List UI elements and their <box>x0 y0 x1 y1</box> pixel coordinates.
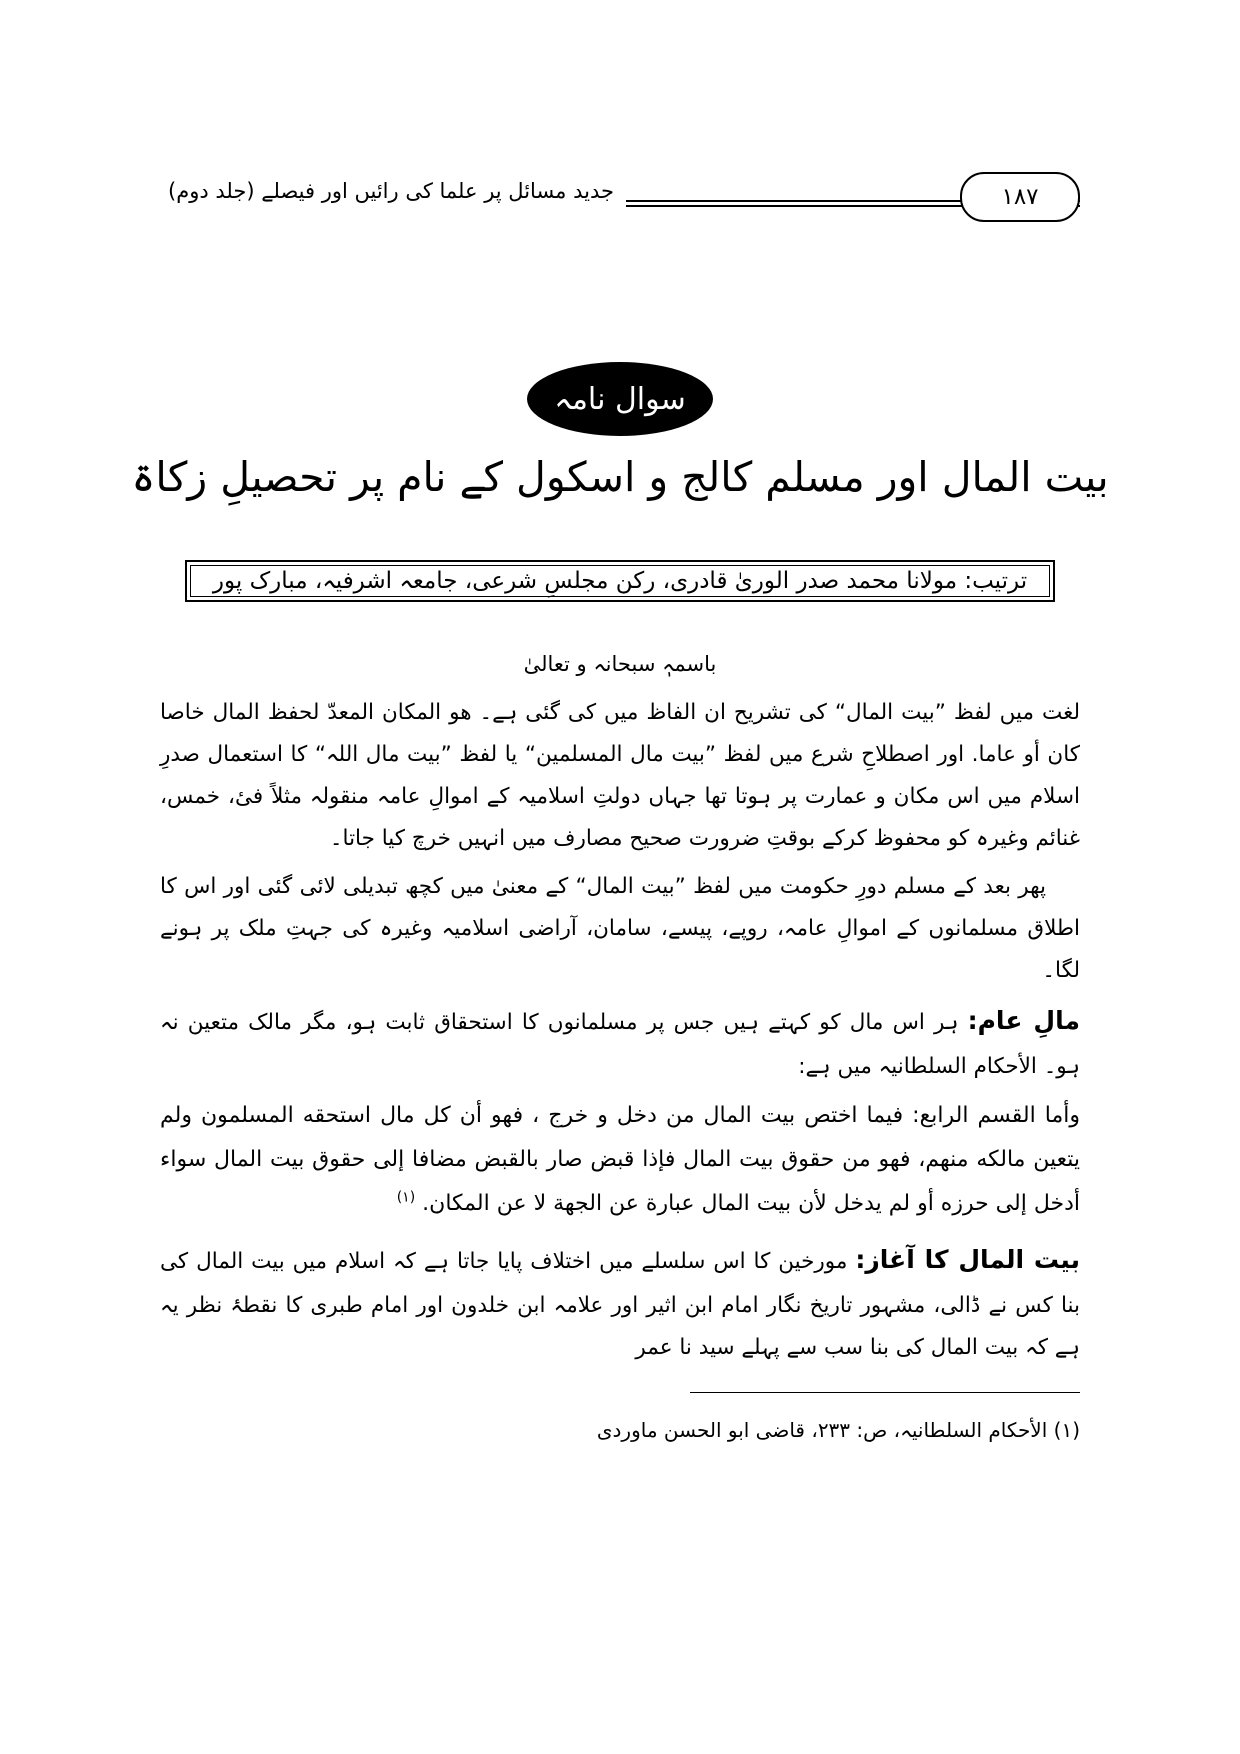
paragraph-1: لغت میں لفظ ”بیت المال“ کی تشریح ان الفاظ میں کی گئی ہے۔ ھو المكان المعدّ لحفظ المال خاصا كان أو عاما. اور اصطلاحِ شرع میں لفظ ”بیت مال المسلمین“ یا لفظ ”بیت مال اللہ“ کا استعمال صدرِ اسلام میں اس مکان و عمارت پر ہوتا تھا جہاں دولتِ اسلامیہ کے اموالِ عامہ منقولہ مثلاً فیٔ، خمس، غنائم وغیرہ کو محفوظ کرکے بوقتِ ضرورت صحیح مصارف میں انہیں خرچ کیا جاتا۔ <box>160 700 1080 851</box>
footnote: (۱) الأحکام السلطانیہ، ص: ۲۳۳، قاضی ابو الحسن ماوردی <box>596 1418 1080 1442</box>
page-header <box>160 160 1080 220</box>
page-title: بیت المال اور مسلم کالج و اسکول کے نام پر تحصیلِ زکاۃ <box>131 453 1109 501</box>
running-header: جدید مسائل پر علما کی رائیں اور فیصلے (جلد دوم) <box>160 168 626 214</box>
footnote-divider <box>690 1392 1080 1393</box>
paragraph-2: پھر بعد کے مسلم دورِ حکومت میں لفظ ”بیت المال“ کے معنیٰ میں کچھ تبدیلی لائی گئی اور اس کا اطلاق مسلمانوں کے اموالِ عامہ، روپے، پیسے، سامان، آراضی اسلامیہ وغیرہ کی جہتِ ملک پر ہونے لگا۔ <box>160 873 1080 983</box>
page-number-badge <box>960 172 1080 222</box>
arabic-quotation-text: وأما القسم الرابع: فيما اختص بيت المال من دخل و خرج ، فهو أن كل مال استحقه المسلمون ولم يتعين مالكه منهم، فهو من حقوق بيت المال فإذا قبض صار بالقبض مضافا إلى حقوق بيت المال سواء أدخل إلى حرزه أو لم يدخل لأن بيت المال عبارة عن الجهة لا عن المكان. <box>160 1103 1080 1217</box>
page-number: ۱۸۷ <box>1001 184 1039 210</box>
byline-wrap <box>0 560 1240 602</box>
section-maal-e-aam <box>160 997 1080 1088</box>
section-heading-bait-ul-maal-ka-aaghaz: بیت المال کا آغاز: <box>855 1245 1080 1275</box>
article-body <box>160 692 1080 1375</box>
section-heading-maal-e-aam: مالِ عام: <box>967 1006 1080 1036</box>
byline: ترتیب: مولانا محمد صدر الوریٰ قادری، رکن مجلسِ شرعی، جامعہ اشرفیہ، مبارک پور <box>185 560 1055 602</box>
section-text-maal-e-aam: ہر اس مال کو کہتے ہیں جس پر مسلمانوں کا استحقاق ثابت ہو، مگر مالک متعین نہ ہو۔ الأحکام السلطانیہ میں ہے: <box>160 1010 1080 1080</box>
section-badge: سوال نامہ <box>527 362 713 436</box>
arabic-quotation <box>160 1094 1080 1226</box>
footnote-marker: (۱) <box>396 1189 416 1206</box>
basmala: باسمہٖ سبحانہ و تعالیٰ <box>523 652 717 676</box>
section-text-bait-ul-maal-ka-aaghaz: مورخین کا اس سلسلے میں اختلاف پایا جاتا ہے کہ اسلام میں بیت المال کی بنا کس نے ڈالی، مشہور تاریخ نگار امام ابن اثیر اور علامہ ابن خلدون اور امام طبری کا نقطۂ نظر یہ ہے کہ بیت المال کی بنا سب سے پہلے سید نا عمر <box>160 1249 1080 1360</box>
section-badge-wrap <box>0 362 1240 436</box>
section-bait-ul-maal-ka-aaghaz <box>160 1236 1080 1369</box>
